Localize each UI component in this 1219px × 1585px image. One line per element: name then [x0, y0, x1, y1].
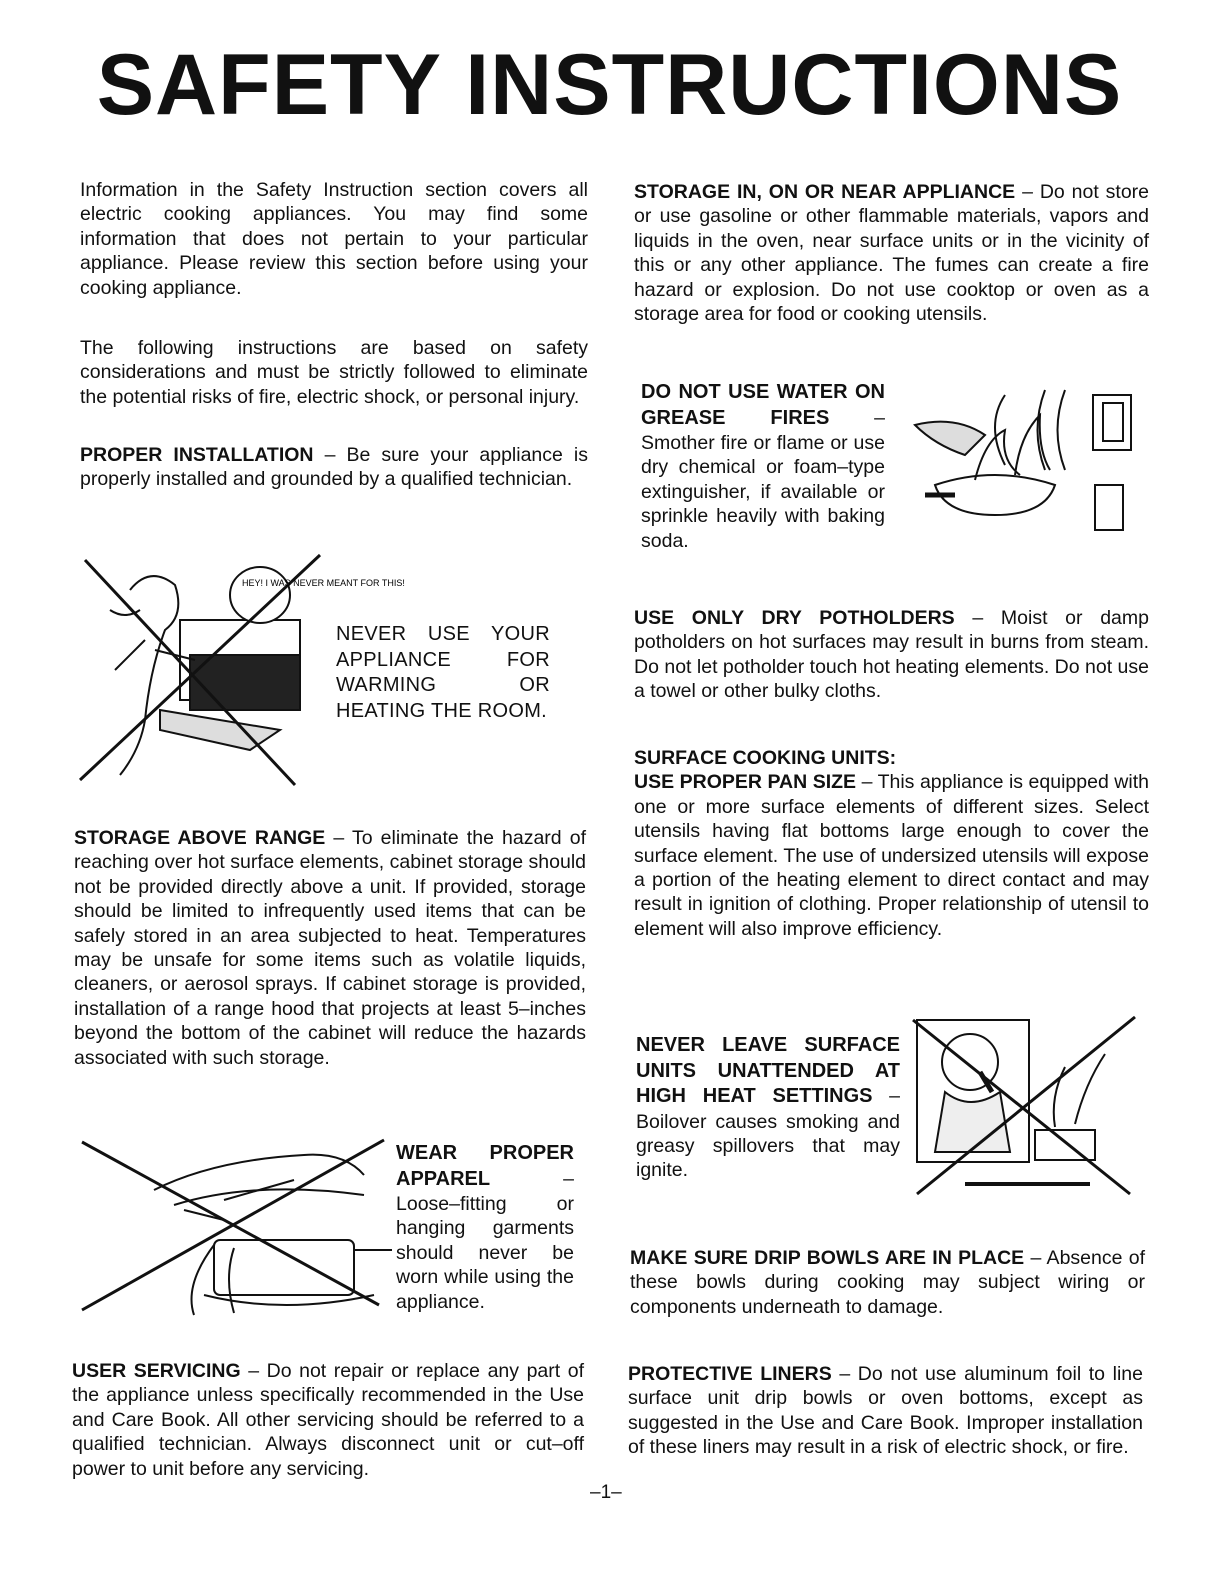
section-heading: NEVER LEAVE SURFACE UNITS UNATTENDED AT HIGH HEAT SETTINGS	[636, 1034, 900, 1107]
section-body: – To eliminate the hazard of reaching over hot surface elements, cabinet storage should not be provided directly above a unit. If provided, storage should be limited to infrequently used items that can be safely stored in an area subjected to heat. Temperatures may be unsafe for some items such as volatile liquids, cleaners, or aerosol sprays. If cabinet storage is provided, installation of a range hood that projects at least 5–inches beyond the bottom of the cabinet will reduce the hazards associated with such storage.	[74, 827, 586, 1069]
section-heading: STORAGE IN, ON OR NEAR APPLIANCE	[634, 181, 1016, 203]
section-body: – Do not store or use gasoline or other flammable materials, vapors and liquids in the oven, near surface units or in the vicinity of this or any other appliance. The fumes can create a fire hazard or explosion. Do not use cooktop or oven as a storage area for food or cooking utensils.	[634, 181, 1149, 326]
section-heading: MAKE SURE DRIP BOWLS ARE IN PLACE	[630, 1247, 1025, 1269]
page-number: –1–	[590, 1482, 622, 1503]
section-heading: WEAR PROPER APPAREL	[396, 1142, 574, 1190]
section-body: – This appliance is equipped with one or more surface elements of different sizes. Select utensils having flat bottoms large enough to cover the surface element. The use of undersized utensils will expose a portion of the heating element to direct contact and may result in ignition of clothing. Proper relationship of utensil to element will also improve efficiency.	[634, 771, 1149, 940]
section-body: – Loose–fitting or hanging garments should never be worn while using the appliance.	[396, 1167, 574, 1313]
section-body: – Moist or damp potholders on hot surfaces may result in burns from steam. Do not let potholder touch hot heating elements. Do not use a towel or other bulky cloths.	[634, 607, 1149, 703]
protective-liners-section	[628, 1362, 1143, 1460]
section-heading: USE ONLY DRY POTHOLDERS	[634, 607, 955, 629]
intro-considerations: The following instructions are based on safety considerations and must be strictly followed to eliminate the potential risks of fire, electric shock, or personal injury.	[80, 337, 588, 408]
unattended-units-section	[636, 1033, 900, 1183]
section-body: – Be sure your appliance is properly installed and grounded by a qualified technician.	[80, 444, 589, 491]
section-heading: PROPER INSTALLATION	[80, 444, 314, 466]
grease-fire-section	[641, 380, 885, 553]
intro-paragraph: Information in the Safety Instruction section covers all electric cooking appliances. You may find some information that does not pertain to your particular appliance. Please review this section before using your cooking appliance.	[80, 179, 588, 299]
room-heating-illustration	[70, 550, 405, 790]
storage-above-range-section	[74, 826, 586, 1070]
section-heading: PROTECTIVE LINERS	[628, 1363, 832, 1385]
grease-fire-illustration	[895, 385, 1145, 545]
wear-proper-apparel-section	[396, 1141, 574, 1314]
dry-potholders-section	[634, 606, 1149, 704]
unattended-cooking-illustration	[905, 1012, 1145, 1202]
section-heading: USE PROPER PAN SIZE	[634, 771, 857, 794]
storage-near-appliance-section	[634, 180, 1149, 326]
section-heading: USER SERVICING	[72, 1360, 241, 1382]
section-heading: STORAGE ABOVE RANGE	[74, 827, 326, 849]
section-heading: DO NOT USE WATER ON GREASE FIRES	[641, 381, 885, 429]
speech-bubble-text: HEY! I WAS NEVER MEANT FOR THIS!	[242, 578, 405, 588]
section-body: – Do not use aluminum foil to line surface unit drip bowls or oven bottoms, except as suggested in the Use and Care Book. Improper installation of these liners may result in a risk of electric shock, or fire.	[628, 1363, 1143, 1459]
loose-apparel-illustration	[74, 1130, 394, 1320]
section-body: – Absence of these bowls during cooking may subject wiring or components underneath to damage.	[630, 1247, 1145, 1318]
never-heat-room-warning: NEVER USE YOUR APPLIANCE FOR WARMING OR HEATING THE ROOM.	[336, 623, 550, 722]
drip-bowls-section	[630, 1246, 1145, 1319]
section-body: – Do not repair or replace any part of the appliance unless specifically recommended in the Use and Care Book. All other servicing should be referred to a qualified technician. Always disconnect unit or cut–off power to unit before any servicing.	[72, 1360, 585, 1480]
section-body: – Smother fire or flame or use dry chemical or foam–type extinguisher, if available or sprinkle heavily with baking soda.	[641, 406, 885, 552]
section-body: – Boilover causes smoking and greasy spillovers that may ignite.	[636, 1085, 900, 1182]
proper-pan-size-section	[634, 746, 1149, 941]
user-servicing-section	[72, 1359, 584, 1481]
proper-installation-section	[80, 443, 588, 492]
page-title: SAFETY INSTRUCTIONS	[96, 37, 1123, 133]
subsection-title: SURFACE COOKING UNITS:	[634, 747, 897, 769]
